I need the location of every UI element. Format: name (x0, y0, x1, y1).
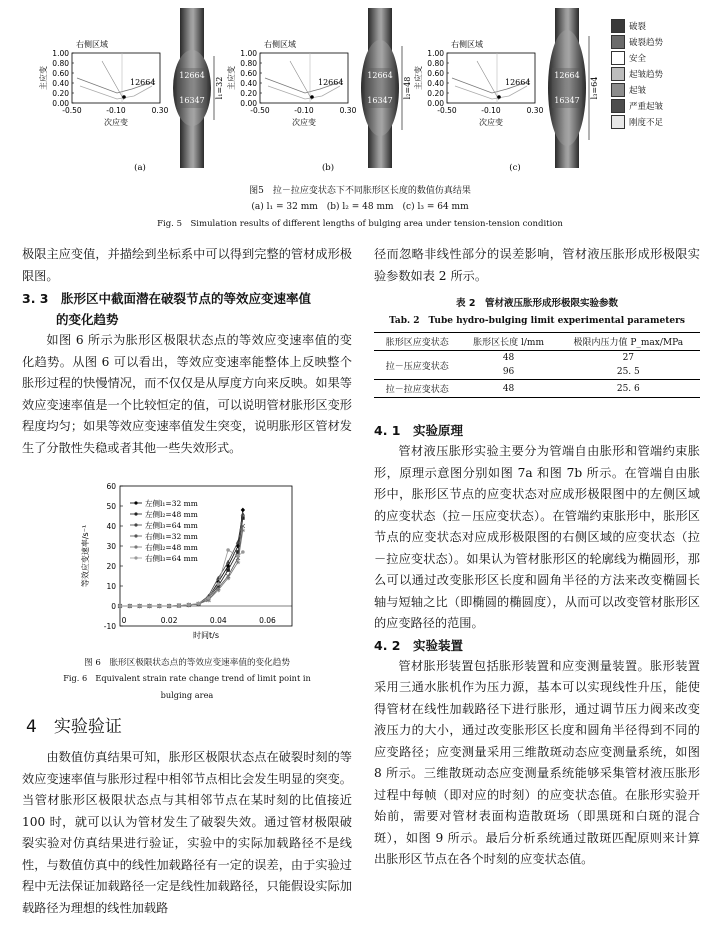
fig5-node-point (122, 95, 126, 99)
fig5-node-top-label: 12664 (367, 71, 393, 80)
fig5-xtick-label: 0.30 (526, 106, 544, 115)
fig5-legend-item (611, 18, 716, 34)
fig5-legend-label: 严重起皱 (629, 102, 664, 112)
fig6-data-point (226, 560, 230, 564)
fig5-panel (415, 8, 605, 178)
section-4-heading (26, 712, 122, 737)
fig5-xlabel: 次应变 (104, 118, 128, 127)
fig6-data-point (158, 604, 162, 608)
fig5-legend-swatch (611, 115, 625, 129)
fig6-xtick-label: 0.02 (160, 616, 178, 625)
right-paragraph-2: 管材液压胀形实验主要分为管端自由胀形和管端约束胀形，原理示意图分别如图 7a 和图 7b 所示。在管端自由胀形中，胀形区节点的应变状态对应成形极限图中的左侧区域的应变状态（拉－压应变状态）。在管端约束胀形中，胀形区节点的应变状态对应成形极限图的右侧区域的应变状态（拉－拉应变状态）。如果认为管材胀形区的轮廓线为椭圆形，那么可以通过改变胀形区长度和圆角半径的方法来改变椭圆长轴与短轴之比（即椭圆的椭圆度），从而可以改变管材胀形区的应变路径的范围。 (374, 444, 700, 630)
fig5-legend-label: 破裂 (629, 22, 647, 32)
fig5-ytick-label: 0.40 (427, 79, 444, 88)
fig6-legend-marker (134, 556, 137, 559)
fig6-data-point (138, 604, 142, 608)
fig5-ytick-label: 0.00 (427, 99, 444, 108)
right-paragraph-1: 径而忽略非线性部分的误差影响，管材液压胀形成形极限实验参数如表 2 所示。 (374, 247, 700, 283)
fig6-data-point (236, 554, 240, 558)
fig5-curve-node-label: 12664 (505, 78, 531, 87)
figure-6 (60, 478, 310, 658)
table-cell-state: 拉－压应变状态 (385, 361, 449, 372)
fig6-legend-marker (134, 501, 137, 504)
fig6-xtick-label: 0.04 (209, 616, 227, 625)
fig5-legend-swatch (611, 35, 625, 49)
fig5-region-label: 右侧区域 (76, 40, 108, 49)
table-2-title-cn: 表 2 管材液压胀形成形极限实验参数 (456, 298, 618, 309)
fig5-panel-svg (415, 8, 605, 178)
section-4-1-heading (374, 420, 700, 441)
fig6-data-point (167, 604, 171, 608)
fig6-legend-label: 右侧l₁=32 mm (145, 532, 198, 541)
fig6-data-point (177, 604, 181, 608)
fig6-legend-label: 右侧l₂=48 mm (145, 543, 198, 552)
fig6-ytick-label: 10 (106, 582, 116, 591)
fig5-xtick-label: -0.10 (106, 106, 126, 115)
left-column-bottom (22, 747, 352, 919)
fig6-data-point (241, 508, 245, 513)
fig6-ytick-label: 20 (106, 562, 116, 571)
fig5-caption-cn: 图5 拉－拉应变状态下不同胀形区长度的数值仿真结果 (249, 186, 471, 196)
fig5-legend-swatch (611, 51, 625, 65)
fig6-ylabel: 等效应变速率/s⁻¹ (81, 524, 90, 588)
fig5-legend-item (611, 114, 716, 130)
fig5-node-bottom-label: 16347 (179, 96, 205, 105)
fig5-xtick-label: 0.30 (339, 106, 357, 115)
table-row (374, 351, 700, 366)
fig5-ytick-label: 0.60 (52, 69, 69, 78)
fig5-legend-item (611, 50, 716, 66)
fig6-ytick-label: -10 (103, 622, 116, 631)
fig6-legend-marker (134, 545, 137, 548)
fig6-data-point (128, 604, 132, 608)
fig5-curve-node-label: 12664 (318, 78, 344, 87)
fig5-ytick-label: 0.20 (240, 89, 257, 98)
fig6-chart (60, 478, 310, 658)
fig5-panel-label: (b) (321, 163, 335, 173)
fig6-legend-label: 左侧l₃=64 mm (145, 521, 198, 530)
fig5-tube-length-label: l₂=48 (403, 76, 412, 100)
table-cell-pressure: 25. 5 (616, 367, 640, 377)
fig5-ytick-label: 1.00 (52, 49, 69, 58)
table-header-pressure: 极限内压力值 P_max/MPa (573, 338, 684, 348)
fig5-legend-item (611, 82, 716, 98)
fig6-caption-cn: 图 6 胀形区极限状态点的等效应变速率值的变化趋势 (84, 658, 290, 668)
table-cell-length: 96 (502, 367, 515, 377)
fig5-node-top-label: 12664 (179, 71, 205, 80)
fig6-legend-label: 左侧l₂=48 mm (145, 510, 198, 519)
table-2-title-en: Tab. 2 Tube hydro-bulging limit experimental parameters (389, 316, 685, 326)
fig6-ytick-label: 30 (106, 542, 116, 551)
fig6-data-point (216, 582, 220, 586)
fig5-ylabel: 主应变 (414, 66, 423, 90)
section-3-3-heading-cont (22, 309, 352, 330)
fig5-ytick-label: 0.00 (240, 99, 257, 108)
left-paragraph-3: 由数值仿真结果可知，胀形区极限状态点在破裂时刻的等效应变速率值与胀形过程中相邻节点相比会发生明显的突变。当管材胀形区极限状态点与其相邻节点在某时刻的比值接近 100 时，就可以认为管材发生了破裂失效。通过管材极限破裂实验对仿真结果进行验证，实验中的实际加载路径不是线性，与数值仿真中的线性加载路径有一定的误差，由于实验过程中无法保证加载路径一定是线性加载路径，只能假设实际加载路径为理想的线性加载路 (22, 750, 352, 915)
fig5-legend-label: 安全 (629, 54, 647, 64)
fig5-legend-item (611, 98, 716, 114)
fig5-panel-svg (40, 8, 230, 178)
fig5-curve-node-label: 12664 (130, 78, 156, 87)
fig5-xtick-label: -0.50 (437, 106, 457, 115)
table-cell-length: 48 (502, 383, 515, 394)
section-4-2-number: 4. 2 (374, 637, 401, 653)
table-cell-pressure: 27 (622, 353, 635, 363)
fig5-panel-label: (a) (134, 163, 146, 173)
fig6-legend-marker (134, 512, 137, 515)
section-4-title: 实验验证 (53, 717, 122, 737)
fig5-region-label: 右侧区域 (451, 40, 483, 49)
fig5-legend-label: 刚度不足 (629, 118, 664, 128)
fig6-data-point (197, 602, 201, 606)
fig6-data-point (207, 596, 211, 600)
fig5-ytick-label: 0.40 (240, 79, 257, 88)
fig5-node-point (310, 95, 314, 99)
fig5-ytick-label: 0.20 (427, 89, 444, 98)
fig5-legend-label: 起皱趋势 (629, 70, 664, 80)
fig5-xlabel: 次应变 (479, 118, 503, 127)
fig5-ytick-label: 1.00 (240, 49, 257, 58)
fig5-node-bottom-label: 16347 (554, 96, 580, 105)
fig5-panel (228, 8, 418, 178)
fig6-ytick-label: 40 (106, 522, 116, 531)
section-3-3-title-line2: 的变化趋势 (56, 312, 119, 327)
fig6-legend-marker (134, 523, 137, 526)
fig6-legend-marker (134, 534, 137, 537)
fig5-ytick-label: 0.80 (427, 59, 444, 68)
fig5-xtick-label: -0.10 (294, 106, 314, 115)
table-cell-length: 48 (502, 353, 515, 363)
fig6-ytick-label: 50 (106, 502, 116, 511)
fig5-caption-sub: (a) l₁ = 32 mm (b) l₂ = 48 mm (c) l₃ = 64 mm (251, 202, 469, 212)
fig6-caption-en-2: bulging area (160, 690, 214, 700)
section-4-2-heading (374, 635, 700, 656)
table-row (374, 380, 700, 398)
fig5-region-label: 右侧区域 (264, 40, 296, 49)
table-cell-pressure: 25. 6 (616, 383, 640, 394)
fig5-legend-item (611, 34, 716, 50)
fig5-xtick-label: 0.30 (151, 106, 169, 115)
table-header-length: 胀形区长度 l/mm (473, 338, 544, 348)
fig5-ytick-label: 0.40 (52, 79, 69, 88)
fig5-panel (40, 8, 230, 178)
fig6-data-point (241, 528, 245, 532)
fig6-data-point (241, 550, 245, 554)
fig5-legend-item (611, 66, 716, 82)
left-column (22, 244, 352, 459)
fig5-tube-length-label: l₃=64 (590, 76, 599, 100)
fig5-legend-swatch (611, 83, 625, 97)
fig6-data-point (241, 512, 245, 516)
fig5-legend-swatch (611, 19, 625, 33)
fig6-legend-label: 右侧l₃=64 mm (145, 554, 198, 563)
section-4-number: 4 (26, 717, 37, 737)
fig6-xtick-label: 0 (121, 616, 127, 625)
fig5-panel-label: (c) (509, 163, 521, 173)
fig5-legend-swatch (611, 67, 625, 81)
fig5-node-top-label: 12664 (554, 71, 580, 80)
fig5-node-bottom-label: 16347 (367, 96, 393, 105)
left-paragraph-1: 极限主应变值，并描绘到坐标系中可以得到完整的管材成形极限图。 (22, 247, 352, 283)
fig5-ytick-label: 0.60 (240, 69, 257, 78)
fig6-data-point (226, 568, 230, 572)
section-4-1-number: 4. 1 (374, 423, 401, 438)
fig6-ytick-label: 60 (106, 482, 116, 491)
section-4-1-title: 实验原理 (413, 423, 464, 438)
right-column (374, 244, 700, 871)
fig5-tube-length-label: l₁=32 (215, 76, 224, 100)
fig5-node-point (497, 95, 501, 99)
section-4-2-title: 实验装置 (413, 637, 464, 653)
fig5-ytick-label: 0.20 (52, 89, 69, 98)
fig5-caption-en: Fig. 5 Simulation results of different lengths of bulging area under tension-tension condition (157, 219, 563, 229)
fig5-ytick-label: 0.80 (52, 59, 69, 68)
section-3-3-heading (22, 288, 352, 309)
fig6-legend-label: 左侧l₁=32 mm (145, 499, 198, 508)
fig5-legend-swatch (611, 99, 625, 113)
fig5-ytick-label: 0.60 (427, 69, 444, 78)
fig5-ylabel: 主应变 (227, 66, 236, 90)
fig5-legend-label: 破裂趋势 (629, 38, 664, 48)
fig5-legend (611, 18, 716, 130)
fig5-ytick-label: 1.00 (427, 49, 444, 58)
fig6-data-point (187, 603, 191, 607)
fig5-xtick-label: -0.50 (62, 106, 82, 115)
table-cell-state: 拉－拉应变状态 (385, 385, 449, 395)
fig6-xtick-label: 0.06 (259, 616, 276, 625)
table-2 (374, 332, 700, 398)
fig5-xtick-label: -0.50 (250, 106, 270, 115)
fig5-legend-label: 起皱 (629, 86, 647, 96)
fig6-data-point (118, 604, 122, 608)
fig5-xlabel: 次应变 (292, 118, 316, 127)
right-paragraph-3: 管材胀形装置包括胀形装置和应变测量装置。胀形装置采用三通水胀机作为压力源，基本可以实现线性升压，能使得管材在线性加载路径下进行胀形，通过调节压力阀来改变液压力的大小，通过改变胀形区长度和圆角半径得到不同的应变路径；应变测量采用三维散斑动态应变测量系统，如图 8 所示。三维散斑动态应变测量系统能够采集管材液压胀形过程中每帧（即对应的时刻）的应变状态值。在胀形实验开始前，需要对管材表面构造散斑场（即黑斑和白斑的混合斑），如图 9 所示。最后分析系统通过散斑匹配原则来计算出胀形区节点在各个时刻的应变状态值。 (374, 658, 700, 866)
fig5-xtick-label: -0.10 (481, 106, 501, 115)
fig5-ytick-label: 0.00 (52, 99, 69, 108)
fig5-ytick-label: 0.80 (240, 59, 257, 68)
figure-5 (0, 0, 720, 228)
fig6-data-point (236, 560, 240, 564)
fig5-ylabel: 主应变 (39, 66, 48, 90)
fig6-caption-en-1: Fig. 6 Equivalent strain rate change trend of limit point in (63, 673, 311, 683)
table-header-state: 胀形区应变状态 (385, 338, 449, 348)
fig6-ytick-label: 0 (111, 602, 116, 611)
fig6-data-point (148, 604, 152, 608)
fig6-data-point (226, 548, 230, 552)
left-paragraph-2: 如图 6 所示为胀形区极限状态点的等效应变速率值的变化趋势。从图 6 可以看出，等效应变速率能整体上反映整个胀形过程的快慢情况，而不仅仅是从厚度方向来反映。如果等效应变速率值是一个比较恒定的值，可以说明管材胀形区变形程度均匀；如果等效应变速率值发生突变，说明胀形区管材发生了分散性失稳或者其他一些失效形式。 (22, 333, 352, 455)
fig6-xlabel: 时间t/s (193, 631, 219, 640)
fig5-panel-svg (228, 8, 418, 178)
section-3-3-number: 3. 3 (22, 291, 49, 306)
section-3-3-title-line1: 胀形区中截面潜在破裂节点的等效应变速率值 (61, 291, 312, 306)
